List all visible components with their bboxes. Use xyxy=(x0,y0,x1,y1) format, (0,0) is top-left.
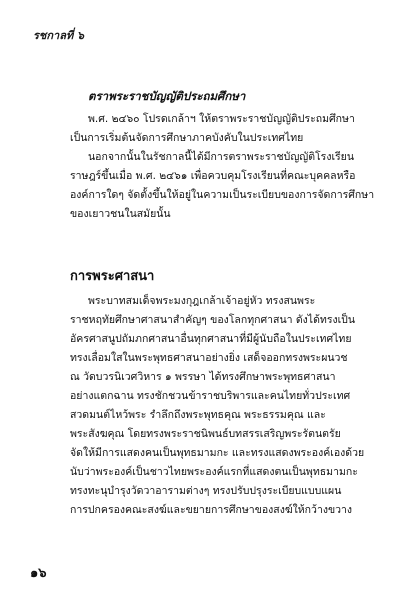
text-line: อย่างแตกฉาน ทรงชักชวนข้าราชบริพารและคนไทยทั่วประเทศ xyxy=(70,390,351,402)
text-line: พระบาทสมเด็จพระมงกุฎเกล้าเจ้าอยู่หัว ทรงสนพระ xyxy=(88,295,316,307)
text-line: นอกจากนั้นในรัชกาลนี้ได้มีการตราพระราชบัญญัติโรงเรียน xyxy=(88,151,355,163)
text-line: พ.ศ. ๒๔๖๐ โปรดเกล้าฯ ให้ตราพระราชบัญญัติประถมศึกษา xyxy=(88,113,355,125)
paragraph-2 xyxy=(70,148,388,224)
text-line: ของเยาวชนในสมัยนั้น xyxy=(70,208,171,220)
text-line: นับว่าพระองค์เป็นชาวไทยพระองค์แรกที่แสดงตนเป็นพุทธมามกะ xyxy=(70,466,358,478)
text-line: ณ วัดบวรนิเวศวิหาร ๑ พรรษา ได้ทรงศึกษาพระพุทธศาสนา xyxy=(70,371,336,383)
text-line: องค์การใดๆ จัดตั้งขึ้นให้อยู่ในความเป็นระเบียบของการจัดการศึกษา xyxy=(70,189,375,201)
text-line: สวดมนต์ไหว้พระ รำลึกถึงพระพุทธคุณ พระธรรมคุณ และ xyxy=(70,409,326,421)
section-religion xyxy=(70,292,388,520)
text-line: การปกครองคณะสงฆ์และขยายการศึกษาของสงฆ์ให้กว้างขวาง xyxy=(70,504,353,516)
text-line: ราชหฤทัยศึกษาศาสนาสำคัญๆ ของโลกทุกศาสนา ดังได้ทรงเป็น xyxy=(70,314,356,326)
text-line: อัครศาสนูปถัมภกศาสนาอื่นทุกศาสนาที่มีผู้นับถือในประเทศไทย xyxy=(70,333,352,345)
text-line: พระสังฆคุณ โดยทรงพระราชนิพนธ์บทสรรเสริญพระรัตนตรัย xyxy=(70,428,341,440)
text-line: เป็นการเริ่มต้นจัดการศึกษาภาคบังคับในประเทศไทย xyxy=(70,132,304,144)
running-header: รชกาลที่ ๖ xyxy=(33,29,85,42)
section-title-religion: การพระศาสนา xyxy=(70,269,155,284)
text-line: ทรงเลื่อมใสในพระพุทธศาสนาอย่างยิ่ง เสด็จออกทรงพระผนวช xyxy=(70,352,348,364)
text-line: ราษฎร์ขึ้นเมื่อ พ.ศ. ๒๔๖๑ เพื่อควบคุมโรงเรียนที่คณะบุคคลหรือ xyxy=(70,170,356,182)
paragraph-religion xyxy=(70,292,388,520)
section-education-act xyxy=(70,88,388,224)
paragraph-1 xyxy=(70,110,388,148)
text-line: จัดให้มีการแสดงคนเป็นพุทธมามกะ และทรงแสดงพระองค์เองด้วย xyxy=(70,447,365,459)
section-title: ตราพระราชบัญญัติประถมศึกษา xyxy=(88,89,246,103)
text-line: ทรงทะนุบำรุงวัดวาอารามต่างๆ ทรงปรับปรุงระเบียบแบบแผน xyxy=(70,485,342,497)
page-number: ๑๖ xyxy=(30,566,47,581)
